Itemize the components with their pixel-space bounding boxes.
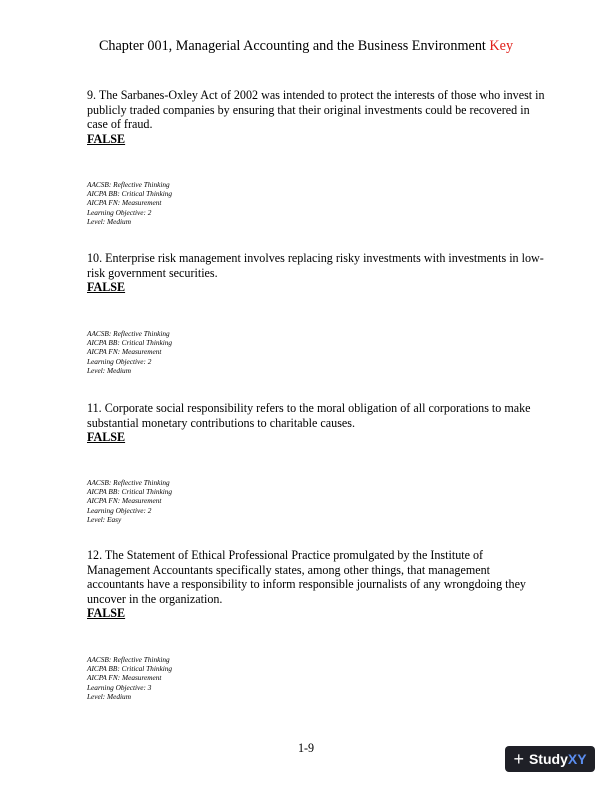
meta-aacsb: AACSB: Reflective Thinking (87, 655, 170, 664)
question-text: 9. The Sarbanes-Oxley Act of 2002 was intended to protect the interests of those who invest in publicly traded companies by ensuring that their original investments could be recovered in case of fraud. (87, 88, 545, 132)
meta-aicpa-bb: AICPA BB: Critical Thinking (87, 664, 173, 674)
question-metadata (87, 180, 172, 226)
meta-aicpa-fn: AICPA FN: Measurement (87, 673, 162, 683)
meta-aacsb: AACSB: Reflective Thinking (87, 329, 170, 338)
question-10 (87, 251, 547, 295)
question-text: 10. Enterprise risk management involves replacing risky investments with investments in low-risk government securities. (87, 251, 544, 280)
meta-aicpa-fn: AICPA FN: Measurement (87, 496, 162, 506)
meta-level: Level: Medium (87, 365, 131, 375)
meta-aicpa-fn: AICPA FN: Measurement (87, 198, 162, 208)
question-12 (87, 548, 547, 621)
meta-learning-objective: Learning Objective: 2 (87, 505, 152, 515)
meta-aicpa-bb: AICPA BB: Critical Thinking (87, 487, 173, 497)
meta-aacsb: AACSB: Reflective Thinking (87, 180, 170, 189)
answer-label: FALSE (87, 131, 126, 146)
meta-learning-objective: Learning Objective: 2 (87, 207, 152, 217)
meta-level: Level: Easy (87, 514, 122, 524)
question-metadata (87, 329, 172, 375)
meta-learning-objective: Learning Objective: 2 (87, 356, 152, 366)
badge-text-main: Study (528, 751, 568, 767)
badge-text-accent: XY (567, 751, 587, 767)
question-text: 11. Corporate social responsibility refers to the moral obligation of all corporations to make substantial monetary contributions to charitable causes. (87, 401, 531, 430)
question-11 (87, 401, 547, 445)
question-text: 12. The Statement of Ethical Professional Practice promulgated by the Institute of Management Accountants specifically states, among other things, that management accountants have a responsibility to inform responsible journalists of any wrongdoing they uncover in the organization. (87, 548, 526, 606)
meta-level: Level: Medium (87, 691, 131, 701)
answer-label: FALSE (87, 606, 126, 621)
question-9 (87, 88, 547, 146)
meta-level: Level: Medium (87, 216, 131, 226)
meta-aacsb: AACSB: Reflective Thinking (87, 478, 170, 487)
key-label: Key (489, 38, 514, 54)
meta-aicpa-fn: AICPA FN: Measurement (87, 347, 162, 357)
page-header (0, 37, 612, 55)
meta-aicpa-bb: AICPA BB: Critical Thinking (87, 338, 173, 348)
question-metadata (87, 655, 172, 701)
page-number: 1-9 (297, 741, 315, 755)
studyxy-badge[interactable] (505, 746, 595, 772)
meta-learning-objective: Learning Objective: 3 (87, 682, 152, 692)
question-metadata (87, 478, 172, 524)
answer-label: FALSE (87, 430, 126, 445)
plus-icon: + (513, 749, 524, 769)
answer-label: FALSE (87, 280, 126, 295)
meta-aicpa-bb: AICPA BB: Critical Thinking (87, 189, 173, 199)
chapter-title: Chapter 001, Managerial Accounting and the Business Environment (98, 38, 486, 54)
